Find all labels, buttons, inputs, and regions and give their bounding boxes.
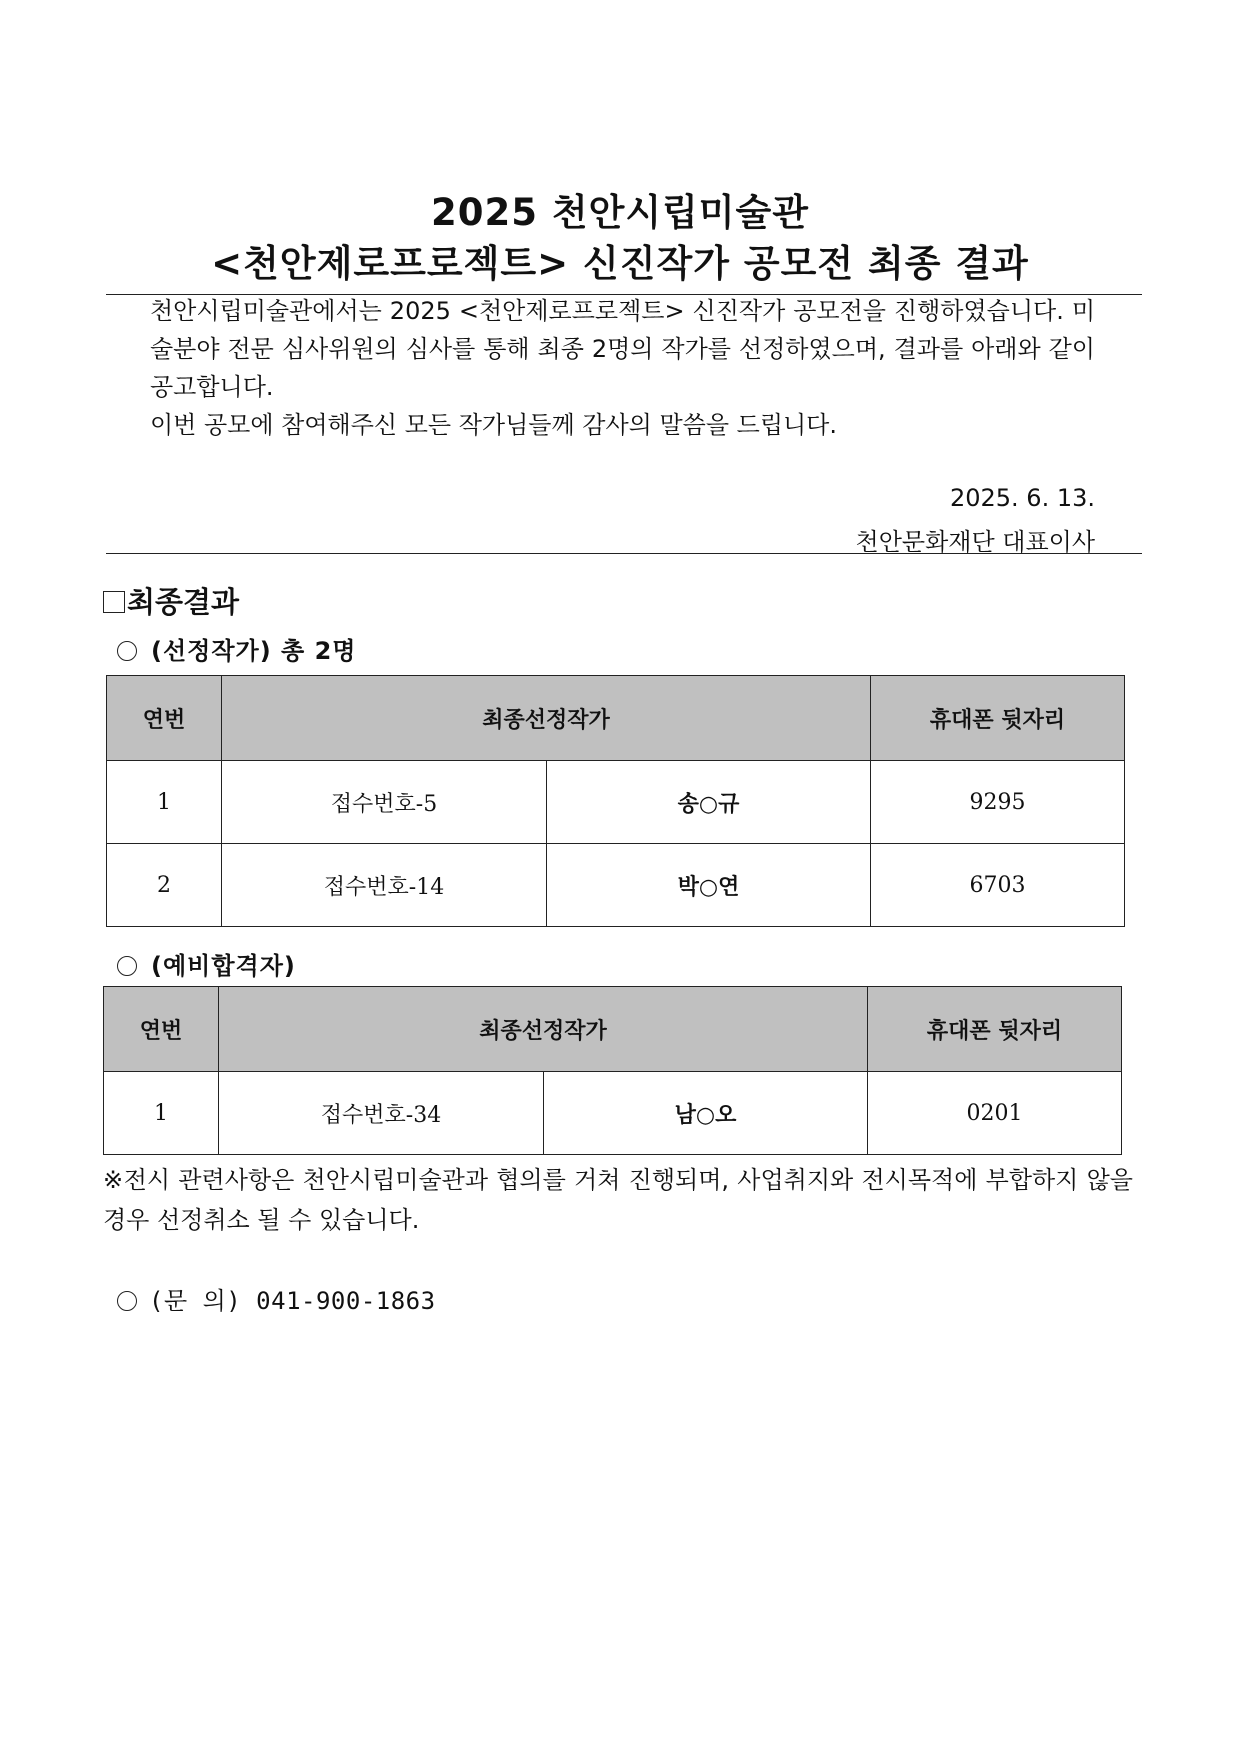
row-receipt: 접수번호-5 <box>222 761 547 844</box>
exhibition-note <box>103 1160 1133 1240</box>
row-receipt: 접수번호-14 <box>222 844 547 927</box>
circle-bullet-icon <box>117 641 137 661</box>
intro-text <box>150 292 1095 444</box>
issuing-organization: 천안문화재단 대표이사 <box>855 528 1095 556</box>
final-result-heading <box>103 580 239 621</box>
circle-bullet-icon <box>117 956 137 976</box>
row-phone: 9295 <box>871 761 1125 844</box>
row-phone: 6703 <box>871 844 1125 927</box>
header-phone: 휴대폰 뒷자리 <box>868 987 1122 1072</box>
contact-phone-number: 041-900-1863 <box>256 1287 436 1315</box>
table-row <box>104 1072 1122 1155</box>
row-receipt: 접수번호-34 <box>219 1072 544 1155</box>
final-result-heading-text: 최종결과 <box>127 585 240 619</box>
selected-artists-table <box>106 675 1125 927</box>
header-no: 연번 <box>104 987 219 1072</box>
row-artist-name: 박○연 <box>547 844 871 927</box>
circle-bullet-icon <box>117 1291 137 1311</box>
intro-paragraph-2: 이번 공모에 참여해주신 모든 작가님들께 감사의 말씀을 드립니다. <box>150 411 837 439</box>
reserve-artists-table <box>103 986 1122 1155</box>
header-artist: 최종선정작가 <box>222 676 871 761</box>
announcement-date: 2025. 6. 13. <box>949 484 1095 512</box>
table-header-row <box>107 676 1125 761</box>
row-no: 1 <box>107 761 222 844</box>
row-phone: 0201 <box>868 1072 1122 1155</box>
reserve-heading <box>117 946 296 981</box>
document-title-line1: 2025 천안시립미술관 <box>430 191 810 234</box>
header-phone: 휴대폰 뒷자리 <box>871 676 1125 761</box>
table-row <box>107 844 1125 927</box>
row-artist-name: 남○오 <box>544 1072 868 1155</box>
table-header-row <box>104 987 1122 1072</box>
contact-label: (문 의) <box>149 1287 242 1315</box>
contact-info <box>117 1281 436 1316</box>
intro-paragraph-1: 천안시립미술관에서는 2025 <천안제로프로젝트> 신진작가 공모전을 진행하였습니다. 미술분야 전문 심사위원의 심사를 통해 최종 2명의 작가를 선정하였으며, 결과를 아래와 같이 공고합니다. <box>150 297 1095 401</box>
header-no: 연번 <box>107 676 222 761</box>
exhibition-note-text: ※전시 관련사항은 천안시립미술관과 협의를 거쳐 진행되며, 사업취지와 전시목적에 부합하지 않을 경우 선정취소 될 수 있습니다. <box>103 1166 1133 1234</box>
row-artist-name: 송○규 <box>547 761 871 844</box>
document-title-line2: <천안제로프로젝트> 신진작가 공모전 최종 결과 <box>211 242 1029 285</box>
table-row <box>107 761 1125 844</box>
square-bullet-icon <box>103 591 125 613</box>
selected-artists-heading <box>117 631 356 666</box>
row-no: 1 <box>104 1072 219 1155</box>
reserve-heading-text: (예비합격자) <box>151 952 296 980</box>
header-artist: 최종선정작가 <box>219 987 868 1072</box>
bottom-divider <box>106 553 1142 554</box>
selected-artists-heading-text: (선정작가) 총 2명 <box>151 637 357 665</box>
row-no: 2 <box>107 844 222 927</box>
